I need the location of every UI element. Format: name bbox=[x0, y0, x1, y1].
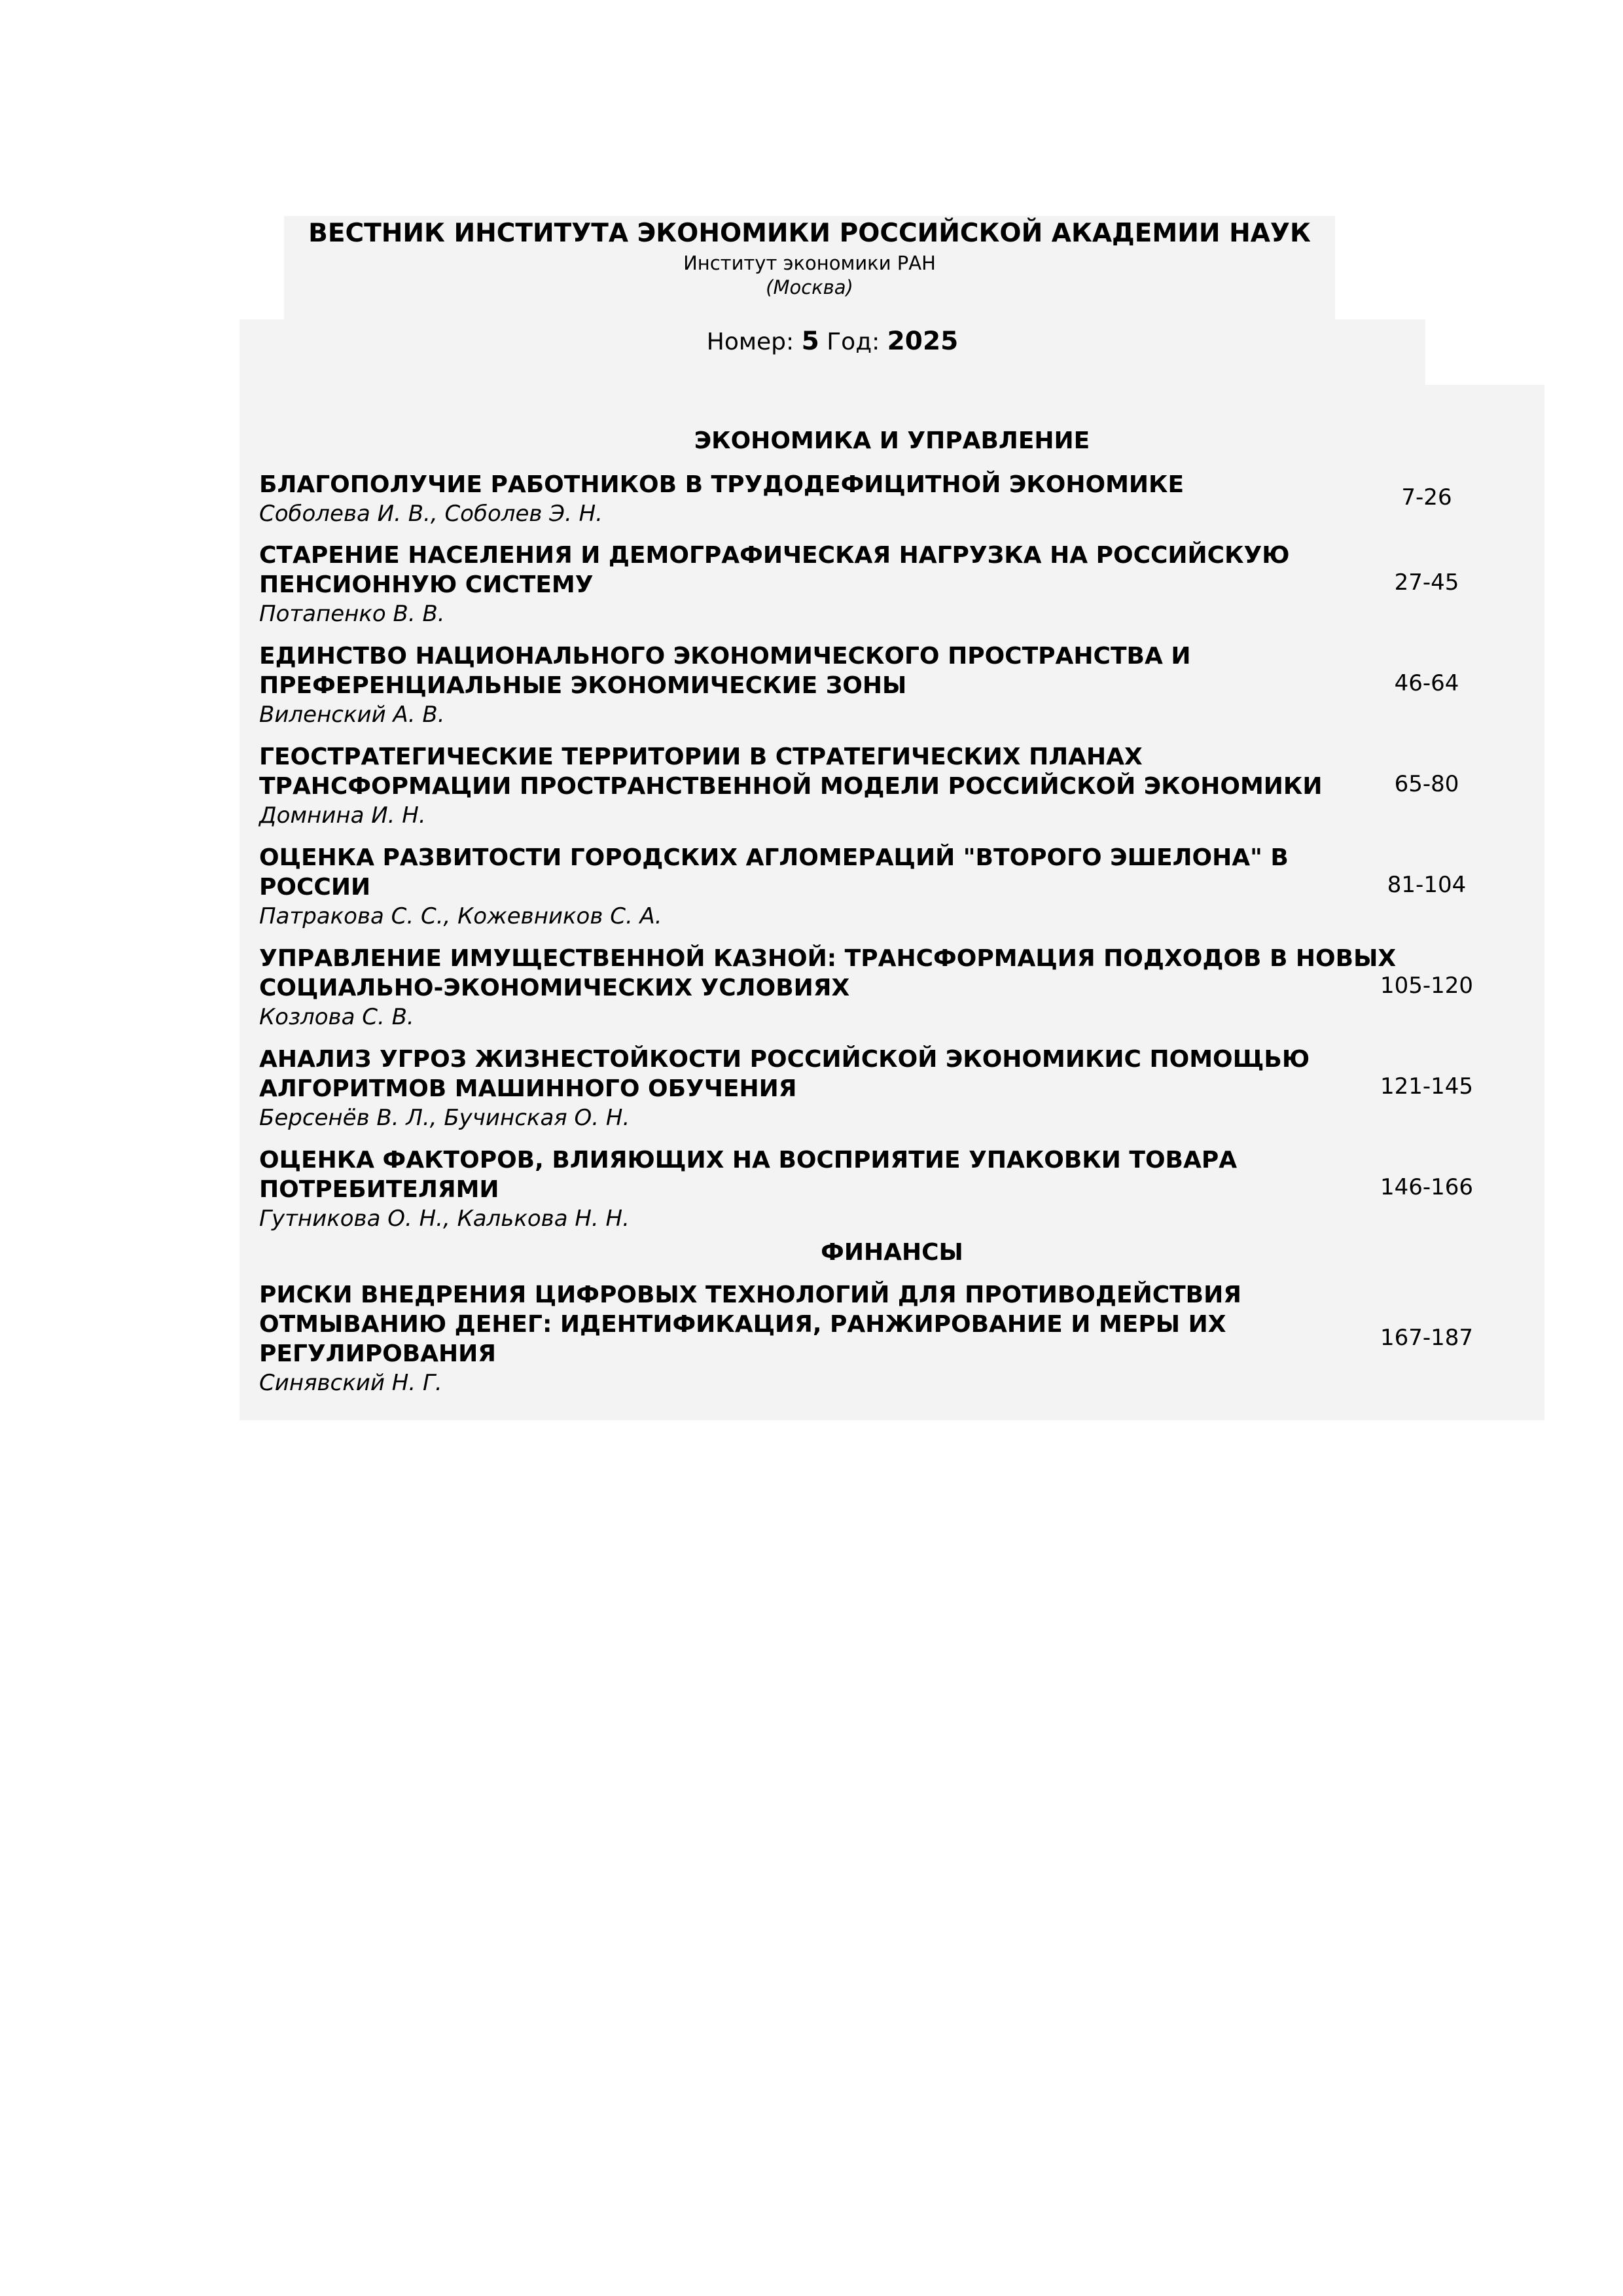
article-title[interactable] bbox=[259, 541, 1372, 600]
article-authors: Гутникова О. Н., Калькова Н. Н. bbox=[259, 1206, 630, 1232]
article-title-line: УПРАВЛЕНИЕ ИМУЩЕСТВЕННОЙ КАЗНОЙ: ТРАНСФОРМАЦИЯ ПОДХОДОВ В НОВЫХ bbox=[259, 945, 1397, 972]
article-authors: Домнина И. Н. bbox=[259, 802, 426, 829]
article-title-line: АНАЛИЗ УГРОЗ ЖИЗНЕСТОЙКОСТИ РОССИЙСКОЙ ЭКОНОМИКИС ПОМОЩЬЮ bbox=[259, 1046, 1310, 1073]
article bbox=[259, 1045, 1372, 1132]
article-title-line: ПЕНСИОННУЮ СИСТЕМУ bbox=[259, 571, 594, 598]
article-authors: Берсенёв В. Л., Бучинская О. Н. bbox=[259, 1105, 630, 1131]
issue-info bbox=[240, 327, 1425, 357]
article bbox=[259, 641, 1372, 729]
article-authors: Соболева И. В., Соболев Э. Н. bbox=[259, 501, 603, 527]
article bbox=[259, 470, 1372, 528]
article-pages: 146-166 bbox=[1380, 1174, 1474, 1200]
article-title-line: СОЦИАЛЬНО-ЭКОНОМИЧЕСКИХ УСЛОВИЯХ bbox=[259, 975, 850, 1001]
article-title[interactable] bbox=[259, 1145, 1372, 1204]
article-title[interactable] bbox=[259, 1045, 1372, 1103]
article-title-line: ПОТРЕБИТЕЛЯМИ bbox=[259, 1176, 499, 1203]
article bbox=[259, 1280, 1372, 1397]
article-title-line: РЕГУЛИРОВАНИЯ bbox=[259, 1340, 496, 1367]
article-title-line: ПРЕФЕРЕНЦИАЛЬНЫЕ ЭКОНОМИЧЕСКИЕ ЗОНЫ bbox=[259, 672, 907, 699]
article-title-line: РОССИИ bbox=[259, 874, 371, 901]
article-pages: 27-45 bbox=[1394, 569, 1459, 596]
article-title-line: ТРАНСФОРМАЦИИ ПРОСТРАНСТВЕННОЙ МОДЕЛИ РОССИЙСКОЙ ЭКОНОМИКИ bbox=[259, 773, 1323, 800]
article-authors: Патракова С. С., Кожевников С. А. bbox=[259, 903, 662, 929]
section-heading: ЭКОНОМИКА И УПРАВЛЕНИЕ bbox=[694, 427, 1090, 454]
article-title-line: АЛГОРИТМОВ МАШИННОГО ОБУЧЕНИЯ bbox=[259, 1075, 797, 1102]
article-title[interactable] bbox=[259, 843, 1372, 902]
article-title[interactable] bbox=[259, 944, 1397, 1003]
article-pages: 105-120 bbox=[1380, 973, 1474, 999]
issue-number-label: Номер: bbox=[706, 329, 794, 355]
article-title-line: СТАРЕНИЕ НАСЕЛЕНИЯ И ДЕМОГРАФИЧЕСКАЯ НАГРУЗКА НА РОССИЙСКУЮ bbox=[259, 542, 1290, 569]
article-title-line: БЛАГОПОЛУЧИЕ РАБОТНИКОВ В ТРУДОДЕФИЦИТНОЙ ЭКОНОМИКЕ bbox=[259, 471, 1185, 498]
issue-year-label: Год: bbox=[827, 329, 880, 355]
article-title-line: ОТМЫВАНИЮ ДЕНЕГ: ИДЕНТИФИКАЦИЯ, РАНЖИРОВАНИЕ И МЕРЫ ИХ bbox=[259, 1311, 1226, 1338]
article-title[interactable] bbox=[259, 470, 1372, 499]
article-title-line: ГЕОСТРАТЕГИЧЕСКИЕ ТЕРРИТОРИИ В СТРАТЕГИЧЕСКИХ ПЛАНАХ bbox=[259, 744, 1143, 770]
article bbox=[259, 843, 1372, 931]
article bbox=[259, 541, 1372, 628]
article-authors: Виленский А. В. bbox=[259, 702, 445, 728]
article-pages: 46-64 bbox=[1394, 670, 1459, 696]
article-title[interactable] bbox=[259, 742, 1372, 801]
article bbox=[259, 1145, 1372, 1233]
article-title[interactable] bbox=[259, 1280, 1372, 1369]
article-pages: 81-104 bbox=[1387, 872, 1467, 898]
section-heading: ФИНАНСЫ bbox=[821, 1239, 963, 1266]
article-pages: 65-80 bbox=[1394, 771, 1459, 797]
article-title-line: ОЦЕНКА ФАКТОРОВ, ВЛИЯЮЩИХ НА ВОСПРИЯТИЕ УПАКОВКИ ТОВАРА bbox=[259, 1147, 1238, 1174]
journal-organization: Институт экономики РАН bbox=[683, 252, 936, 274]
article-title-line: ОЦЕНКА РАЗВИТОСТИ ГОРОДСКИХ АГЛОМЕРАЦИЙ "ВТОРОГО ЭШЕЛОНА" В bbox=[259, 844, 1289, 871]
article-authors: Козлова С. В. bbox=[259, 1004, 414, 1030]
issue-number: 5 bbox=[801, 327, 819, 356]
article-authors: Потапенко В. В. bbox=[259, 601, 445, 627]
article-title[interactable] bbox=[259, 641, 1372, 700]
article-title-line: РИСКИ ВНЕДРЕНИЯ ЦИФРОВЫХ ТЕХНОЛОГИЙ ДЛЯ ПРОТИВОДЕЙСТВИЯ bbox=[259, 1282, 1241, 1308]
article-title-line: ЕДИНСТВО НАЦИОНАЛЬНОГО ЭКОНОМИЧЕСКОГО ПРОСТРАНСТВА И bbox=[259, 643, 1191, 670]
article bbox=[259, 742, 1372, 830]
article-pages: 121-145 bbox=[1380, 1073, 1474, 1100]
article-authors: Синявский Н. Г. bbox=[259, 1370, 442, 1396]
journal-city: (Москва) bbox=[766, 276, 853, 298]
article-pages: 167-187 bbox=[1380, 1325, 1474, 1351]
journal-title: ВЕСТНИК ИНСТИТУТА ЭКОНОМИКИ РОССИЙСКОЙ АКАДЕМИИ НАУК bbox=[308, 219, 1311, 248]
issue-year: 2025 bbox=[887, 327, 959, 356]
article bbox=[259, 944, 1397, 1031]
article-pages: 7-26 bbox=[1401, 484, 1452, 511]
